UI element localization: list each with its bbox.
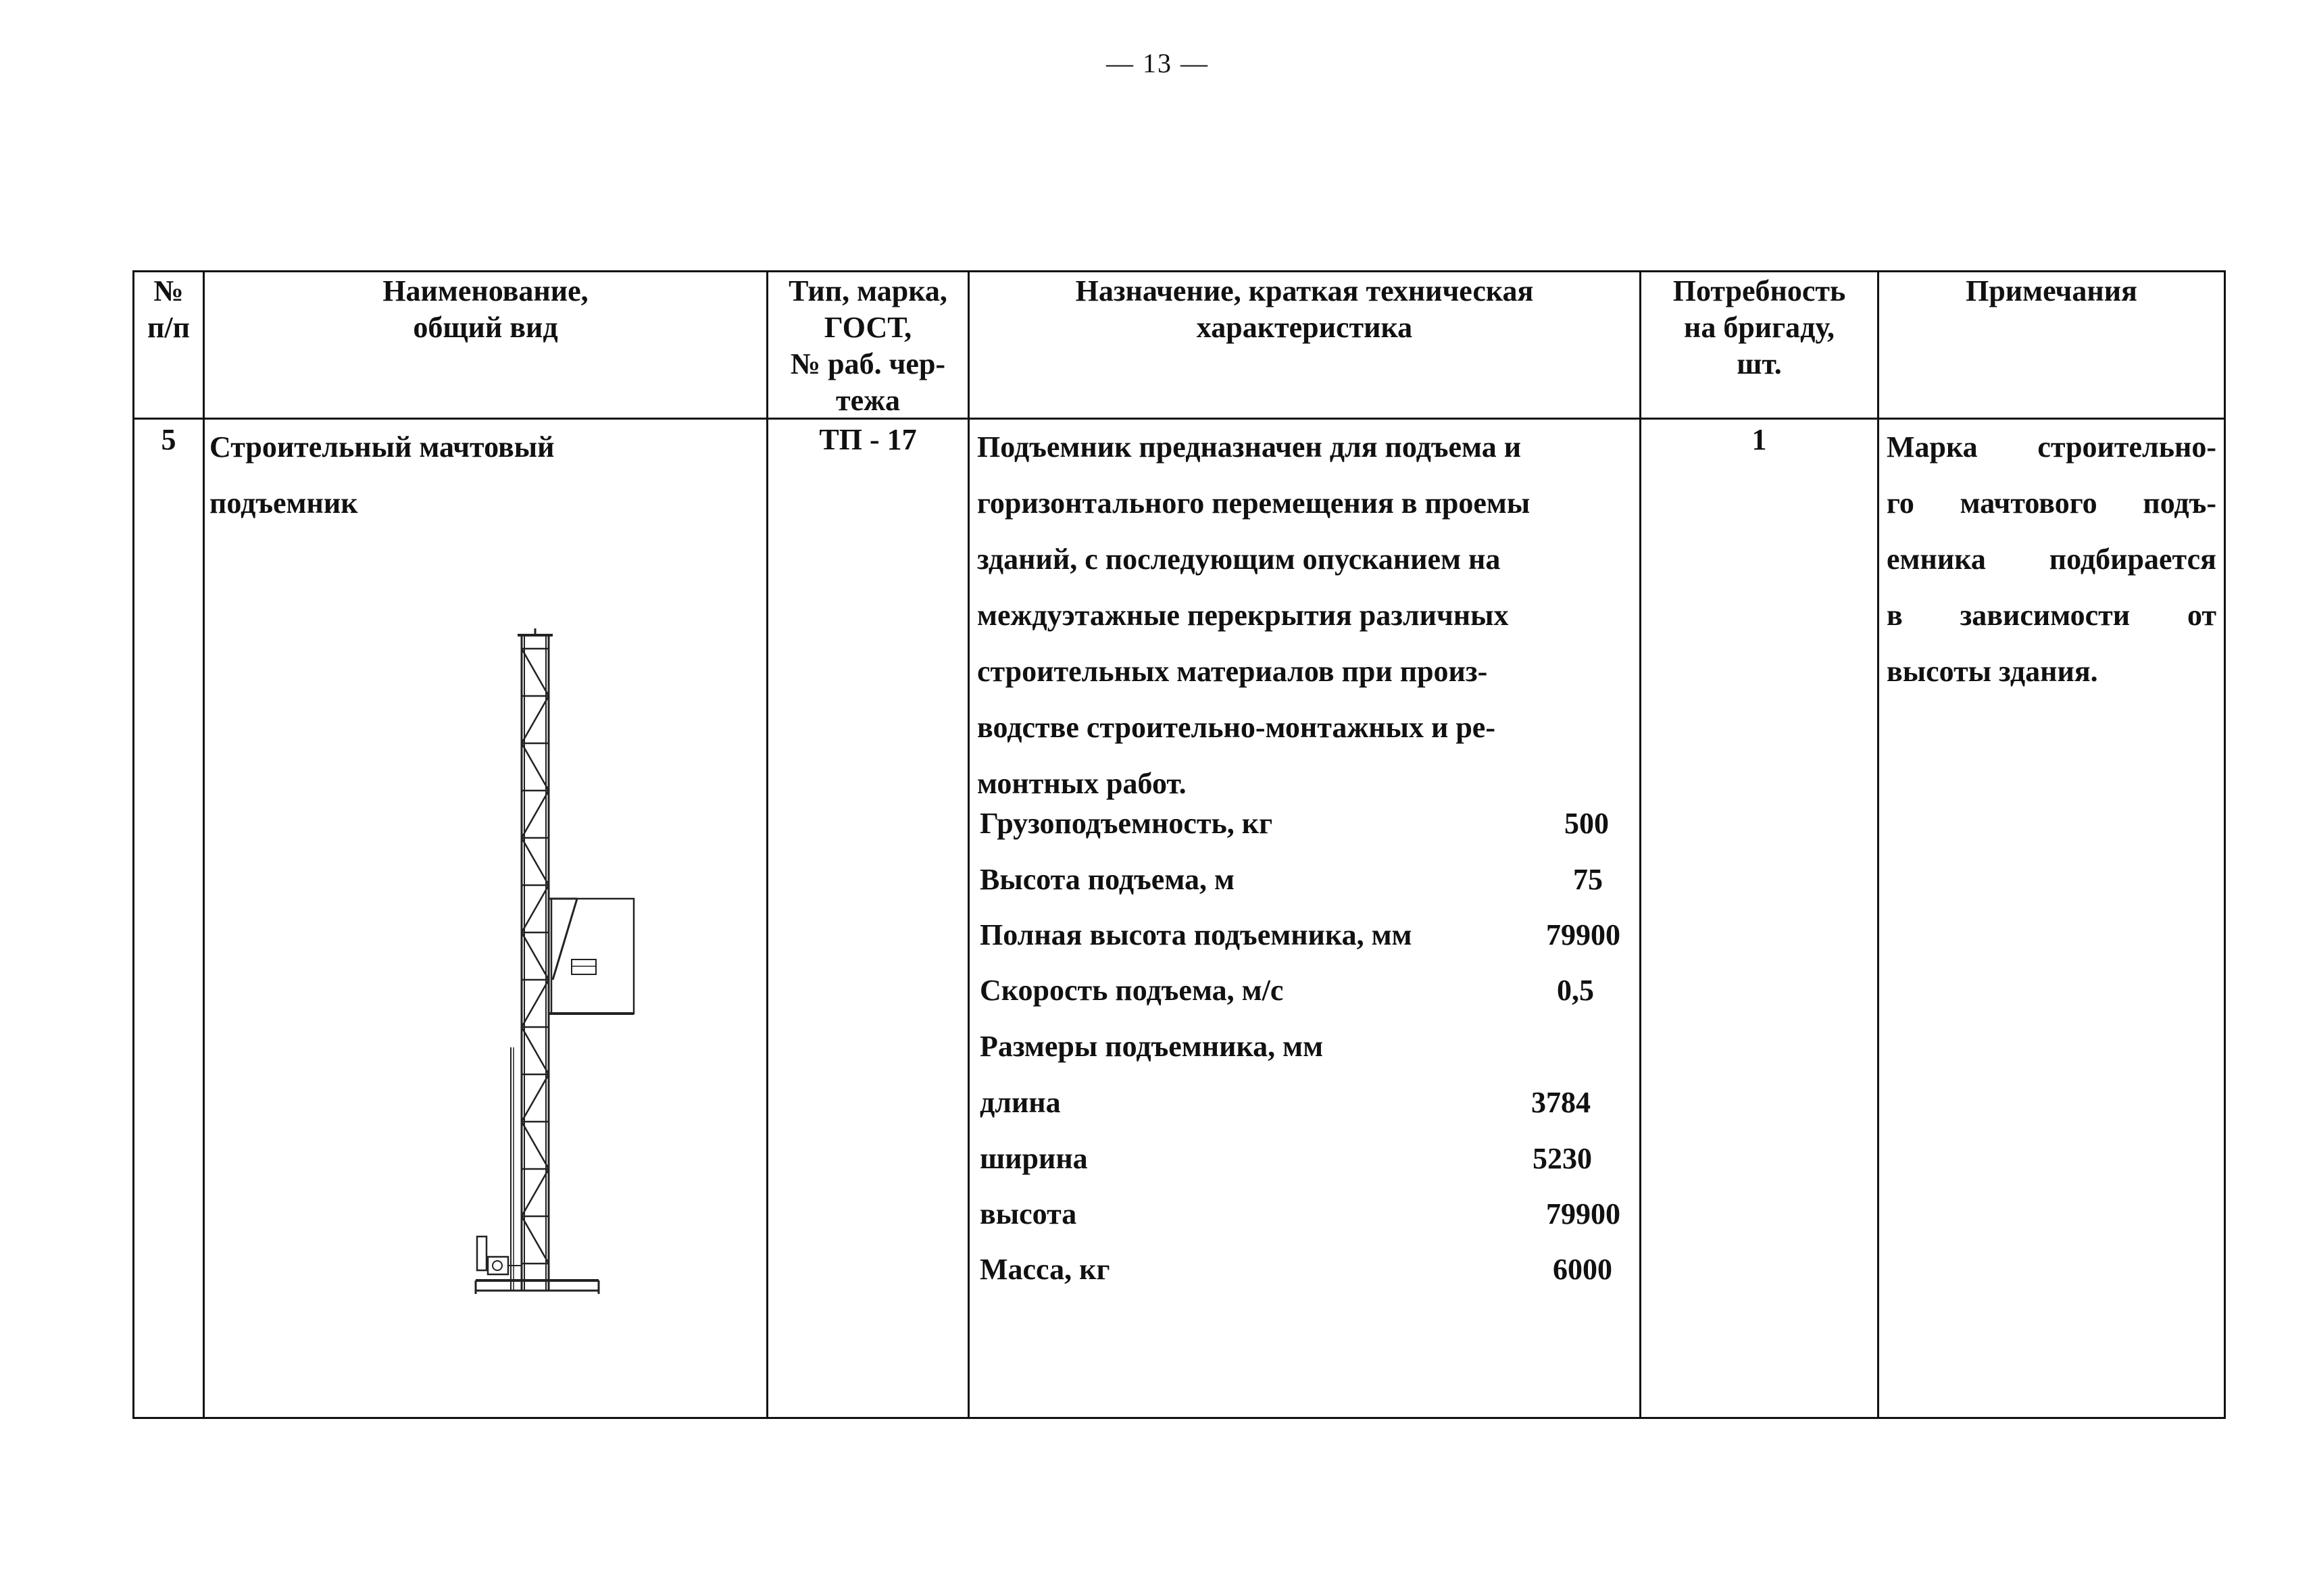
spec-value: 3784: [1531, 1086, 1591, 1119]
spec-row: [980, 862, 1235, 897]
spec-row: [980, 1141, 1088, 1176]
header-purpose-line-1: Назначение, краткая техническая: [1075, 274, 1534, 307]
spec-row: [980, 918, 1412, 952]
spec-label: Скорость подъема, м/с: [980, 974, 1284, 1007]
col-border-1: [203, 270, 205, 1419]
header-name-line-2: общий вид: [413, 311, 558, 344]
header-num: [134, 273, 203, 346]
header-type-line-2: ГОСТ,: [824, 311, 912, 344]
header-notes: [1879, 273, 2224, 309]
spec-list: [980, 270, 1639, 1419]
header-need: [1641, 273, 1877, 382]
header-num-line-1: №: [153, 274, 184, 307]
spec-label: Размеры подъемника, мм: [980, 1030, 1324, 1063]
spec-value: 6000: [1553, 1253, 1612, 1286]
spec-value: 79900: [1546, 918, 1620, 951]
col-border-6: [2224, 270, 2226, 1419]
row-name-line-1: Строительный мачтовый: [209, 430, 555, 464]
row-notes: [1887, 419, 2216, 699]
purpose-line-3: зданий, с последующим опусканием на: [977, 543, 1501, 576]
row-type: ТП - 17: [819, 423, 917, 456]
purpose-line-7: монтных работ.: [977, 767, 1187, 800]
spec-label: Полная высота подъемника, мм: [980, 918, 1412, 951]
header-name: [205, 273, 766, 346]
notes-line-3: емника подбирается: [1887, 543, 2216, 576]
header-type: [768, 273, 968, 419]
spec-row: [980, 1252, 1110, 1287]
spec-label: Масса, кг: [980, 1253, 1110, 1286]
spec-label: длина: [980, 1086, 1061, 1119]
spec-row: [980, 806, 1272, 841]
spec-label: Высота подъема, м: [980, 863, 1235, 896]
spec-value: 79900: [1546, 1197, 1620, 1230]
header-need-line-1: Потребность: [1672, 274, 1846, 307]
purpose-line-6: водстве строительно-монтажных и ре-: [977, 711, 1495, 744]
header-type-line-4: тежа: [835, 384, 901, 417]
header-type-line-3: № раб. чер-: [790, 347, 946, 380]
page-number: — 13 —: [1106, 48, 1209, 78]
row-num: 5: [161, 423, 176, 456]
notes-line-4: в зависимости от: [1887, 599, 2216, 632]
spec-row: [980, 1029, 1323, 1064]
header-num-line-2: п/п: [147, 311, 190, 344]
spec-label: ширина: [980, 1142, 1088, 1175]
purpose-line-2: горизонтального перемещения в проемы: [977, 487, 1530, 520]
row-name: [209, 419, 764, 531]
spec-row: [980, 1197, 1076, 1231]
header-need-line-2: на бригаду,: [1683, 311, 1835, 344]
header-need-line-3: шт.: [1737, 347, 1782, 380]
purpose-line-5: строительных материалов при произ-: [977, 655, 1488, 688]
spec-value: 5230: [1533, 1142, 1592, 1175]
header-purpose-line-2: характеристика: [1196, 311, 1413, 344]
notes-line-1: Марка строительно-: [1887, 430, 2216, 464]
col-border-5: [1877, 270, 1879, 1419]
purpose-line-1: Подъемник предназначен для подъема и: [977, 430, 1522, 464]
equipment-table: [132, 270, 2226, 1419]
header-name-line-1: Наименование,: [382, 274, 589, 307]
spec-value: 500: [1564, 807, 1609, 840]
row-need: 1: [1751, 423, 1767, 456]
spec-value: 75: [1573, 863, 1603, 896]
header-type-line-1: Тип, марка,: [789, 274, 947, 307]
header-notes-line-1: Примечания: [1966, 274, 2137, 307]
spec-row: [980, 1085, 1061, 1120]
spec-row: [980, 973, 1283, 1007]
row-name-line-2: подъемник: [209, 487, 358, 520]
spec-value: 0,5: [1557, 974, 1594, 1007]
col-border-3: [968, 270, 970, 1419]
spec-label: высота: [980, 1197, 1077, 1230]
spec-label: Грузоподъемность, кг: [980, 807, 1273, 840]
purpose-line-4: междуэтажные перекрытия различных: [977, 599, 1509, 632]
mast-hoist-drawing-icon: [403, 628, 700, 1338]
notes-line-5: высоты здания.: [1887, 655, 2098, 688]
notes-line-2: го мачтового подъ-: [1887, 487, 2216, 520]
